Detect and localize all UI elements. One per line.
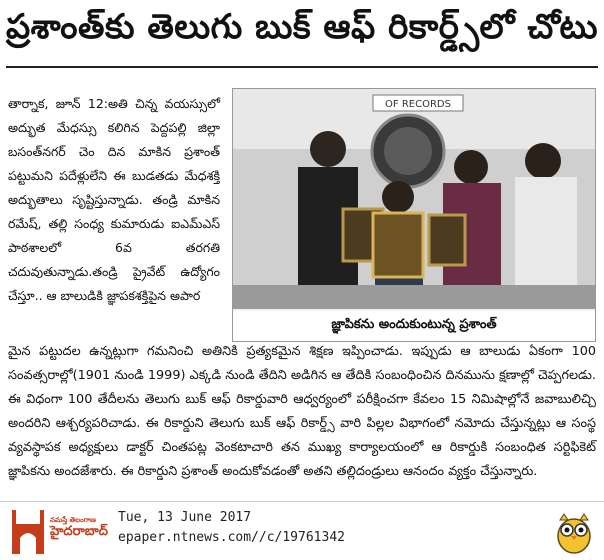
photo-image [233, 89, 595, 309]
footer [0, 501, 604, 560]
banner-text: OF RECORDS [385, 99, 451, 110]
article-full-width [8, 340, 596, 484]
headline-rule [6, 66, 598, 68]
headline: ప్రశాంత్‌కు తెలుగు బుక్ ఆఫ్ రికార్డ్స్‌లో చోటు [6, 7, 598, 47]
article-paragraph-left: తార్నాక, జూన్ 12:అతి చిన్న వయస్సులో అద్భుత మేధస్సు కలిగిన పెద్దపల్లి జిల్లా బసంత్‌నగర్ చెం దిన మాకిన ప్రశాంత్ పట్టుమని పదేళ్లులేని ఈ బుడతడు మేధశక్తి అద్భుతాలు సృష్టిస్తున్నాడు. తండ్రి మాకిన రమేష్, తల్లి సంధ్య కుమారుడు ఐఎమ్‌ఎస్ పాఠశాలలో 6వ తరగతి చదువుతున్నాడు.తండ్రి ప్రైవేట్ ఉద్యోగం చేస్తూ.. ఆ బాలుడికి జ్ఞాపకశక్తిపైన అపార [8, 96, 220, 303]
logo-line-2: హైదరాబాద్ [50, 524, 108, 539]
owl-icon [554, 510, 594, 554]
epaper-url[interactable]: epaper.ntnews.com//c/19761342 [118, 530, 345, 545]
logo-line-1: నమస్తే తెలంగాణ [50, 516, 96, 524]
article-left-column [8, 92, 220, 308]
newspaper-logo [8, 506, 108, 556]
edition-date: Tue, 13 June 2017 [118, 510, 252, 525]
article-paragraph-full: మైన పట్టుదల ఉన్నట్లుగా గమనించి అతినికి ప్రత్యకమైన శిక్షణ ఇప్పించాడు. ఇప్పుడు ఆ బాలుడు ఏకంగా 100 సంవత్సరాల్లో(1901 నుండి 1999) ఎక్కడి నుండి తేదిని అడిగిన ఆ తేదికి సంబంధించిన దినమును క్షణాల్లో చెప్పగలడు. ఈ విధంగా 100 తేదీలను తెలుగు బుక్ ఆఫ్ రికార్డువారి ఆధ్వర్యంలో పరీక్షించగా కేవలం 15 నిమిషాల్లోనే జవాబులిచ్చి అందరిని ఆశ్చర్యపరిచాడు. ఈ రికార్డుని తెలుగు బుక్ ఆఫ్ రికార్డ్స్ వారి పిల్లల విభాగంలో నమోదు చేస్తున్నట్లు ఆ సంస్థ వ్యవస్థాపక అధ్యక్షులు డాక్టర్ చింతపట్ల వెంకటాచారి తన ముఖ్య కార్యాలయంలో ఆ రికార్డుకి సంబంధిత సర్టిఫికెట్ జ్ఞాపికను అందజేశారు. ఈ రికార్డుని ప్రశాంత్ అందుకోవడంతో అతని తల్లిదండ్రులు ఆనందం వ్యక్తం చేస్తున్నారు. [8, 344, 596, 479]
photo-caption: జ్ఞాపికను అందుకుంటున్న ప్రశాంత్ [233, 311, 595, 341]
photo-illustration [233, 89, 595, 309]
article-photo [232, 88, 596, 342]
charminar-icon [8, 506, 48, 556]
